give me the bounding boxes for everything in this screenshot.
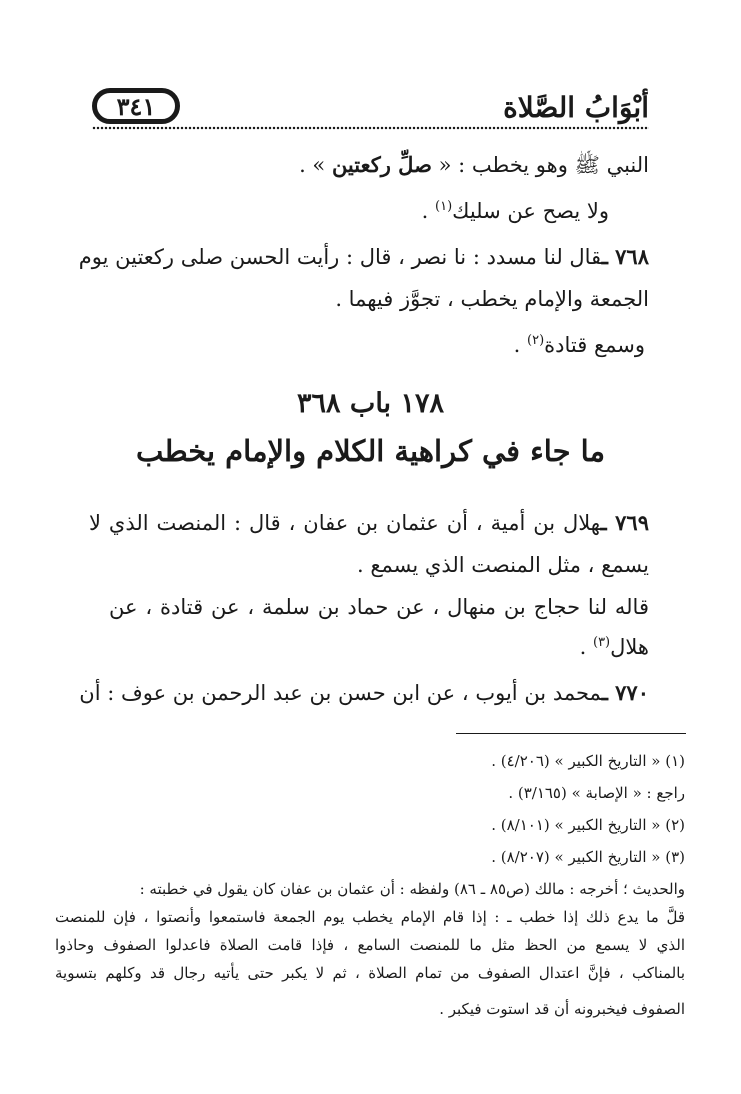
- chapter-title: ما جاء في كراهية الكلام والإمام يخطب: [136, 434, 605, 468]
- hadith-number: ٧٦٨ ـ: [601, 244, 649, 269]
- running-title: أبْوَابُ الصَّلاة: [503, 91, 649, 124]
- hadith-769-line-3: قاله لنا حجاج بن منهال ، عن حماد بن سلمة ، عن قتادة ، عن: [109, 595, 649, 619]
- footnote-3-line-3: الذي لا يسمع من الحظ مثل ما للمنصت السامع ، فإذا قامت الصلاة فاعدلوا الصفوف وحاذوا: [55, 936, 685, 954]
- footnote-3-line-5: الصفوف فيخبرونه أن قد استوت فيكبر .: [439, 1000, 685, 1018]
- hadith-number: ٧٧٠ ـ: [601, 680, 649, 705]
- hadith-768-line-2: الجمعة والإمام يخطب ، تجوَّز فيهما .: [335, 287, 649, 311]
- page-number: [92, 88, 180, 124]
- hadith-768-line-3: وسمع قتادة$^{(٢)}$ .: [513, 333, 645, 357]
- chapter-heading: ١٧٨ باب ٣٦٨: [297, 388, 444, 419]
- footnote-1: (١) « التاريخ الكبير » (٤/٢٠٦) .: [491, 752, 685, 770]
- footnote-ref-3: (٣): [592, 635, 611, 650]
- footnote-1-note: راجع : « الإصابة » (٣/١٦٥) .: [508, 784, 685, 802]
- footnote-3: (٣) « التاريخ الكبير » (٨/٢٠٧) .: [491, 848, 685, 866]
- hadith-769-line-2: يسمع ، مثل المنصت الذي يسمع .: [356, 553, 649, 577]
- footnote-3-line-4: بالمناكب ، فإنَّ اعتدال الصفوف من تمام الصلاة ، ثم لا يكبر حتى يأتيه رجال قد وكلهم بتسوية: [55, 964, 685, 982]
- hadith-770-line-1: ٧٧٠ ـمحمد بن أيوب ، عن ابن حسن بن عبد الرحمن بن عوف : أن: [79, 680, 649, 705]
- footnote-3-line-1: والحديث ؛ أخرجه : مالك (ص٨٥ ـ ٨٦) ولفظه : أن عثمان بن عفان كان يقول في خطبته :: [139, 880, 685, 898]
- header-dotted-rule: [92, 126, 649, 130]
- hadith-768-line-1: ٧٦٨ ـقال لنا مسدد : نا نصر ، قال : رأيت الحسن صلى ركعتين يوم: [78, 244, 649, 269]
- text-line-1: النبي ﷺ وهو يخطب : « صلِّ ركعتين » .: [299, 152, 649, 177]
- footnote-2: (٢) « التاريخ الكبير » (٨/١٠١) .: [491, 816, 685, 834]
- page-number-text: ٣٤١: [116, 91, 156, 121]
- quoted-saying: صلِّ ركعتين: [331, 152, 432, 177]
- footnote-separator: [456, 733, 686, 734]
- footnote-3-line-2: قلَّ ما يدع ذلك إذا خطب ـ : إذا قام الإمام يخطب يوم الجمعة فاستمعوا وأنصتوا ، فإن للمنصت: [55, 908, 685, 926]
- text-line-2: ولا يصح عن سليك$^{(١)}$ .: [421, 199, 609, 223]
- footnote-ref-1: (١): [435, 199, 453, 214]
- hadith-769-line-1: ٧٦٩ ـهلال بن أمية ، أن عثمان بن عفان ، قال : المنصت الذي لا: [89, 510, 649, 535]
- footnote-ref-2: (٢): [527, 333, 545, 348]
- hadith-769-line-4: هلال$^{(٣)}$ .: [579, 635, 649, 659]
- hadith-number: ٧٦٩ ـ: [600, 510, 649, 535]
